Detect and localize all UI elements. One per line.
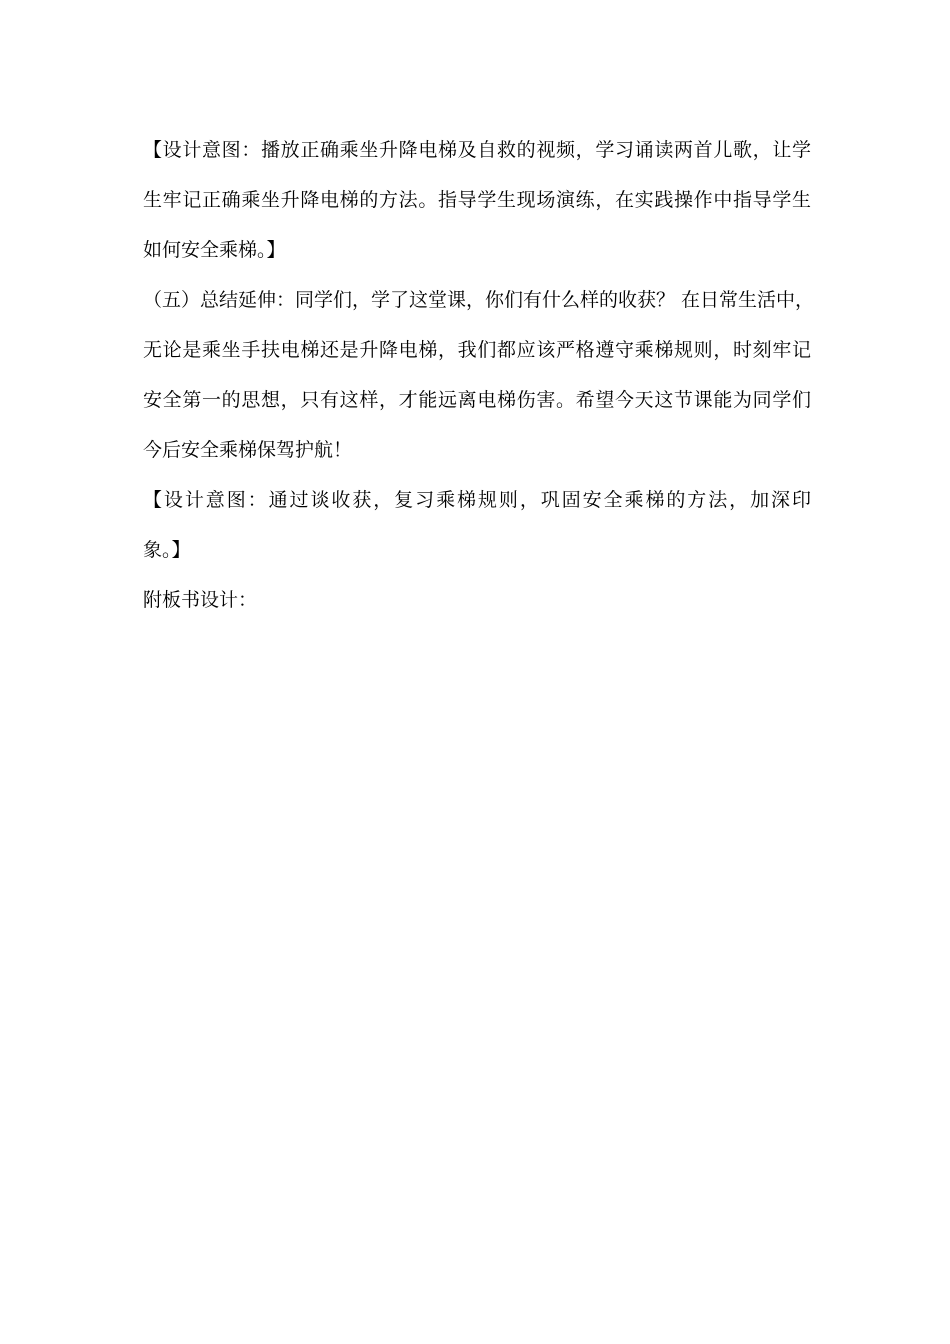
design-intent-line-3: 如何安全乘梯。】 <box>143 239 286 261</box>
summary-line-1: （五）总结延伸：同学们，学了这堂课，你们有什么样的收获？ 在日常生活中， <box>143 289 815 311</box>
design-intent-2-line-2: 象。】 <box>143 539 191 561</box>
board-design-heading: 附板书设计： <box>143 589 258 611</box>
summary-line-4: 今后安全乘梯保驾护航！ <box>143 439 353 461</box>
summary-line-3: 安全第一的思想，只有这样，才能远离电梯伤害。希望今天这节课能为同学们 <box>143 389 811 411</box>
summary-line-2: 无论是乘坐手扶电梯还是升降电梯，我们都应该严格遵守乘梯规则，时刻牢记 <box>143 339 811 361</box>
design-intent-line-2: 生牢记正确乘坐升降电梯的方法。指导学生现场演练，在实践操作中指导学生 <box>143 189 811 211</box>
body-text <box>143 130 815 630</box>
design-intent-2-line-1: 【设计意图：通过谈收获，复习乘梯规则，巩固安全乘梯的方法，加深印 <box>143 489 811 511</box>
design-intent-line-1: 【设计意图：播放正确乘坐升降电梯及自救的视频，学习诵读两首儿歌，让学 <box>143 139 811 161</box>
